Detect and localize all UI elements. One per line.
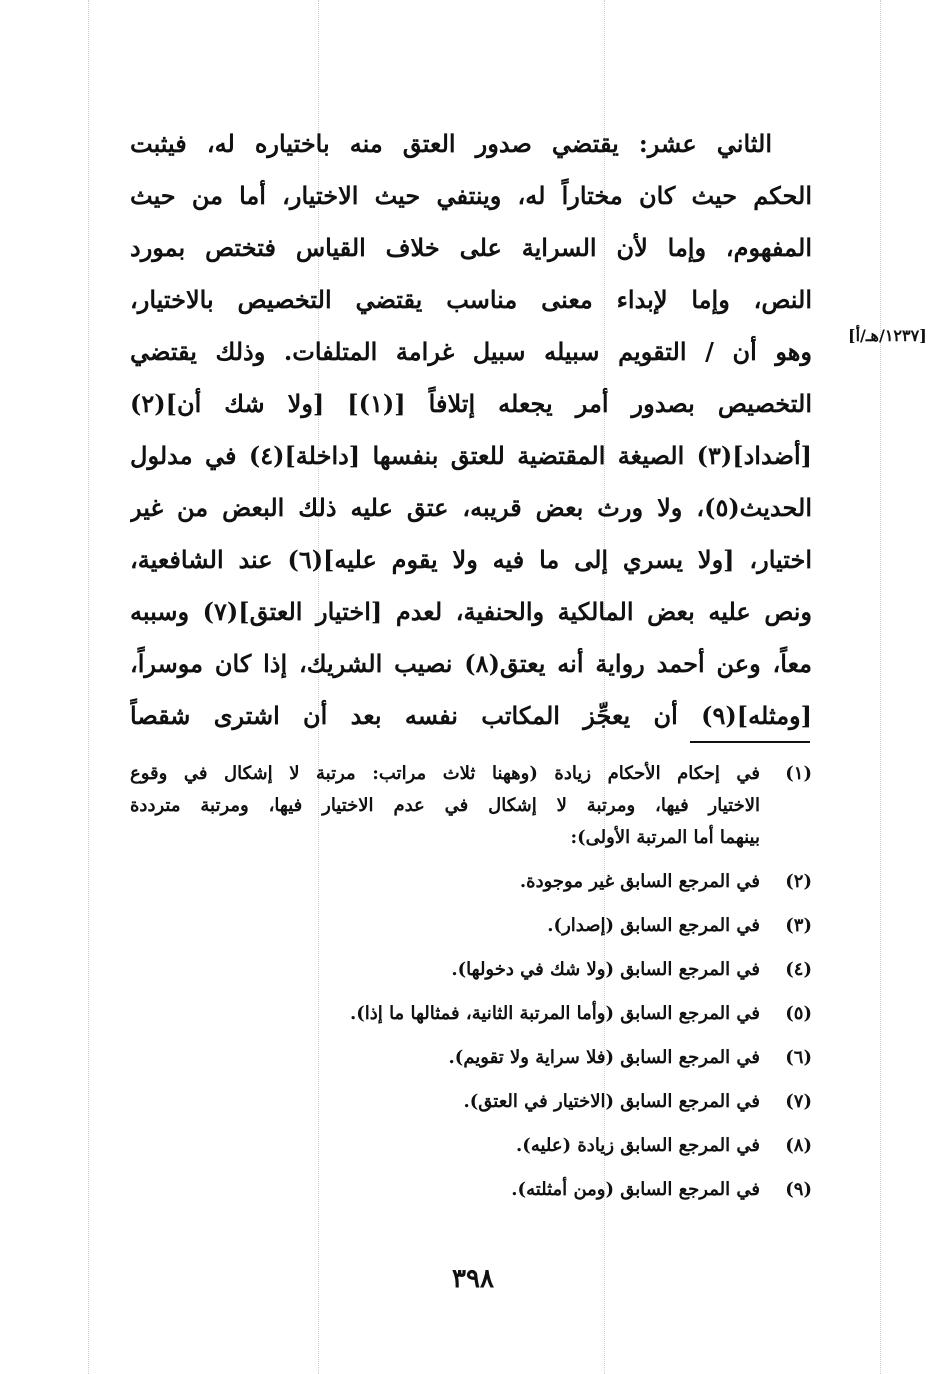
body-line: ونص عليه بعض المالكية والحنفية، لعدم [اختيار العتق](٧) وسببه xyxy=(130,597,812,626)
footnote-line: في المرجع السابق (ولا شك في دخولها). xyxy=(451,959,760,980)
body-line: الحديث(٥)، ولا ورث بعض قريبه، عتق عليه ذلك البعض من غير xyxy=(130,493,812,522)
body-line: المفهوم، وإما لأن السراية على خلاف القياس فتختص بمورد xyxy=(130,233,812,262)
body-line: [أضداد](٣) الصيغة المقتضية للعتق بنفسها [داخلة](٤) في مدلول xyxy=(130,441,812,470)
footnote xyxy=(130,954,812,986)
footnote-number: (٨) xyxy=(785,1135,812,1156)
footnote-line: الاختيار فيها، ومرتبة لا إشكال في عدم الاختيار فيها، ومرتبة مترددة xyxy=(130,795,760,816)
footnote xyxy=(130,998,812,1030)
body-line: معاً، وعن أحمد رواية أنه يعتق(٨) نصيب الشريك، إذا كان موسراً، xyxy=(130,649,812,678)
footnote-line: في المرجع السابق (فلا سراية ولا تقويم). xyxy=(448,1047,760,1068)
footnote xyxy=(130,1130,812,1162)
body-line: اختيار، [ولا يسري إلى ما فيه ولا يقوم عليه](٦) عند الشافعية، xyxy=(130,545,812,574)
body-line: النص، وإما لإبداء معنى مناسب يقتضي التخصيص بالاختيار، xyxy=(130,285,812,314)
footnote-text xyxy=(130,1042,760,1074)
footnote-text xyxy=(130,954,760,986)
scan-artifact-line xyxy=(88,0,89,1374)
footnote-number: (١) xyxy=(785,763,812,784)
footnote-text xyxy=(130,758,760,854)
footnote-number: (٧) xyxy=(785,1091,812,1112)
footnote-number: (٣) xyxy=(785,915,812,936)
page-number: ٣٩٨ xyxy=(452,1264,494,1294)
footnote xyxy=(130,866,812,898)
footnote-line: في المرجع السابق (ومن أمثلته). xyxy=(511,1179,760,1200)
footnote-number: (٢) xyxy=(785,871,812,892)
footnote-number: (٥) xyxy=(785,1003,812,1024)
footnote-line: في المرجع السابق (إصدار). xyxy=(547,915,760,936)
footnote-separator xyxy=(690,741,810,743)
footnote-line: في المرجع السابق (وأما المرتبة الثانية، فمثالها ما إذا). xyxy=(350,1003,760,1024)
footnote-text xyxy=(130,1086,760,1118)
footnote-line: في إحكام الأحكام زيادة (وههنا ثلاث مراتب: مرتبة لا إشكال في وقوع xyxy=(130,763,760,784)
footnote-line: في المرجع السابق (الاختيار في العتق). xyxy=(463,1091,760,1112)
footnotes-section xyxy=(130,758,812,1218)
footnote xyxy=(130,1086,812,1118)
footnote xyxy=(130,758,812,854)
footnote xyxy=(130,910,812,942)
footnote-text xyxy=(130,1174,760,1206)
footnote-number: (٦) xyxy=(785,1047,812,1068)
footnote-text xyxy=(130,1130,760,1162)
body-line: التخصيص بصدور أمر يجعله إتلافاً [(١)] [ولا شك أن](٢) xyxy=(130,389,812,418)
footnote-line: في المرجع السابق زيادة (عليه). xyxy=(516,1135,760,1156)
footnote-number: (٩) xyxy=(785,1179,812,1200)
body-line: الثاني عشر: يقتضي صدور العتق منه باختياره له، فيثبت xyxy=(130,129,772,158)
footnote xyxy=(130,1042,812,1074)
footnote-text xyxy=(130,910,760,942)
main-text-block xyxy=(130,118,812,742)
body-line: الحكم حيث كان مختاراً له، وينتفي حيث الاختيار، أما من حيث xyxy=(130,181,812,210)
footnote-text xyxy=(130,998,760,1030)
footnote-line: في المرجع السابق غير موجودة. xyxy=(519,871,760,892)
footnote-number: (٤) xyxy=(785,959,812,980)
footnote-text xyxy=(130,866,760,898)
footnote xyxy=(130,1174,812,1206)
body-line: وهو أن / التقويم سبيله سبيل غرامة المتلفات. وذلك يقتضي xyxy=(130,337,812,366)
footnote-line: بينهما أما المرتبة الأولى): xyxy=(570,827,760,848)
body-line: [ومثله](٩) أن يعجِّز المكاتب نفسه بعد أن اشترى شقصاً xyxy=(130,701,812,730)
scan-artifact-line xyxy=(880,0,881,1374)
margin-manuscript-reference: [١٢٣٧/هـ/أ] xyxy=(848,326,927,345)
